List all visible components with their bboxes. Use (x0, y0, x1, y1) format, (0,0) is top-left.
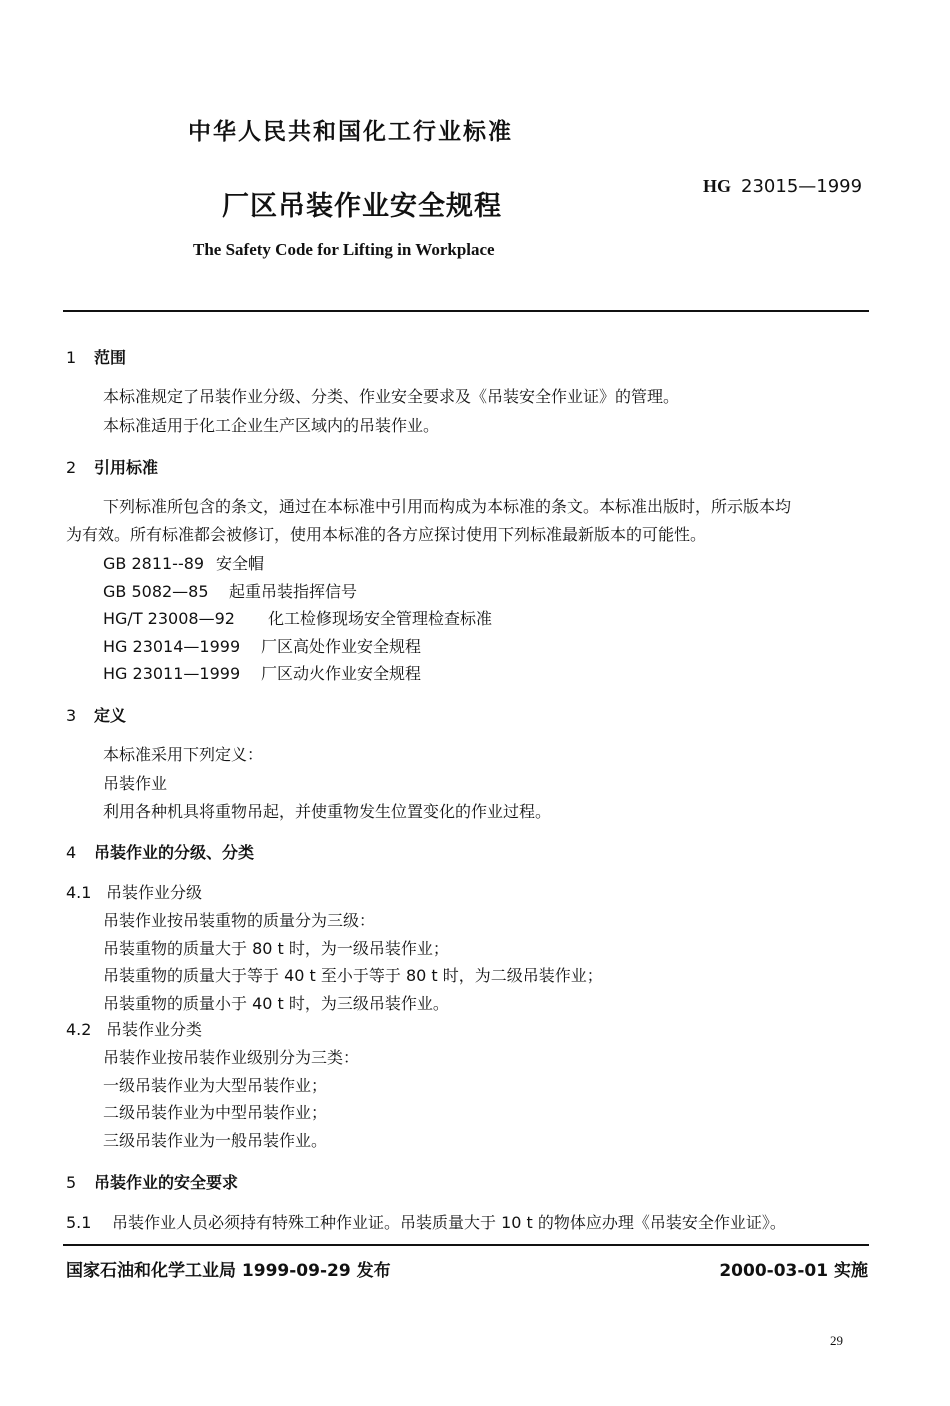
section-3-heading: 3 定义 (66, 706, 127, 725)
section-1-para-2: 本标准适用于化工企业生产区域内的吊装作业。 (103, 416, 440, 435)
standard-code-prefix: HG (703, 176, 732, 196)
section-4-heading: 4 吊装作业的分级、分类 (66, 843, 255, 862)
reference-item: GB 2811--89 安全帽 (103, 554, 265, 573)
section-2-heading: 2 引用标准 (66, 458, 159, 477)
header-divider (63, 310, 869, 312)
reference-item: HG 23014—1999 厂区高处作业安全规程 (103, 637, 422, 656)
reference-item: HG/T 23008—92 化工检修现场安全管理检查标准 (103, 609, 493, 628)
document-title-cn: 厂区吊装作业安全规程 (222, 191, 502, 222)
subsection-4-1-heading: 4.1 吊装作业分级 (66, 883, 203, 902)
section-3-definition: 利用各种机具将重物吊起，并使重物发生位置变化的作业过程。 (103, 802, 552, 821)
standard-code-number: 23015—1999 (741, 176, 863, 197)
section-3-para-1: 本标准采用下列定义： (103, 745, 264, 764)
subsection-4-1-line: 吊装重物的质量大于 80 t 时，为一级吊装作业； (103, 939, 449, 958)
effective-date: 2000-03-01 实施 (719, 1261, 868, 1281)
subsection-4-2-heading: 4.2 吊装作业分类 (66, 1020, 203, 1039)
reference-item: HG 23011—1999 厂区动火作业安全规程 (103, 664, 422, 683)
subsection-4-1-line: 吊装重物的质量大于等于 40 t 至小于等于 80 t 时，为二级吊装作业； (103, 966, 603, 985)
subsection-4-2-line: 三级吊装作业为一般吊装作业。 (103, 1131, 328, 1150)
subsection-5-1: 5.1 吊装作业人员必须持有特殊工种作业证。吊装质量大于 10 t 的物体应办理《吊装安全作业证》。 (66, 1213, 786, 1232)
section-2-para-line-2: 为有效。所有标准都会被修订，使用本标准的各方应探讨使用下列标准最新版本的可能性。 (66, 525, 707, 544)
page-number: 29 (830, 1333, 843, 1348)
section-2-para-line-1: 下列标准所包含的条文，通过在本标准中引用而构成为本标准的条文。本标准出版时，所示版本均 (103, 497, 792, 516)
section-3-term: 吊装作业 (103, 774, 168, 793)
subsection-4-1-line: 吊装作业按吊装重物的质量分为三级： (103, 911, 376, 930)
reference-item: GB 5082—85 起重吊装指挥信号 (103, 582, 358, 601)
subsection-4-2-line: 吊装作业按吊装作业级别分为三类： (103, 1048, 360, 1067)
subsection-4-1-line: 吊装重物的质量小于 40 t 时，为三级吊装作业。 (103, 994, 449, 1013)
subsection-4-2-line: 二级吊装作业为中型吊装作业； (103, 1103, 328, 1122)
footer-divider (63, 1244, 869, 1246)
issue-info: 国家石油和化学工业局 1999-09-29 发布 (66, 1261, 391, 1281)
standard-code (703, 176, 862, 197)
standard-category: 中华人民共和国化工行业标准 (188, 119, 513, 145)
subsection-4-2-line: 一级吊装作业为大型吊装作业； (103, 1076, 328, 1095)
document-title-en: The Safety Code for Lifting in Workplace (193, 240, 495, 259)
section-1-para-1: 本标准规定了吊装作业分级、分类、作业安全要求及《吊装安全作业证》的管理。 (103, 387, 680, 406)
section-5-heading: 5 吊装作业的安全要求 (66, 1173, 239, 1192)
section-1-heading: 1 范围 (66, 348, 127, 367)
